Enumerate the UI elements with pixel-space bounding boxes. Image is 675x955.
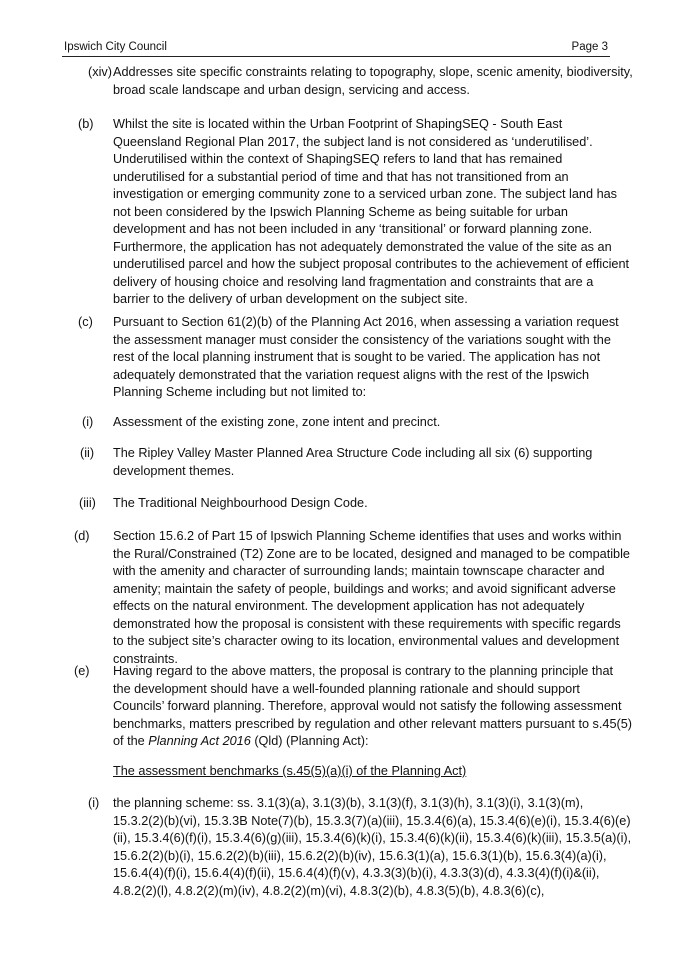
item-label: (i) bbox=[82, 415, 94, 429]
page-number: Page 3 bbox=[571, 41, 608, 53]
item-label: (c) bbox=[78, 315, 93, 329]
item-label: (d) bbox=[74, 529, 90, 543]
item-label: (i) bbox=[88, 796, 100, 810]
item-text: Pursuant to Section 61(2)(b) of the Planning Act 2016, when assessing a variation request the assessment manager must consider the consistency of the variations sought with the rest of the local planning instrument that is sought to be varied. The application has not adequately demonstrated that the variation request aligns with the rest of the Ipswich Planning Scheme including but not limited to: bbox=[113, 315, 619, 399]
item-text: the planning scheme: ss. 3.1(3)(a), 3.1(3)(b), 3.1(3)(f), 3.1(3)(h), 3.1(3)(i), 3.1(3)(m), 15.3.2(2)(b)(vi), 15.3.3B Note(7)(b), 15.3.3(7)(a)(iii), 15.3.4(6)(a), 15.3.4(6)(e)(i), 15.3.4(6)(e)(ii), 15.3.4(6)(f)(i), 15.3.4(6)(g)(iii), 15.3.4(6)(k)(i), 15.3.4(6)(k)(ii), 15.3.4(6)(k)(iii), 15.3.5(a)(i), 15.6.2(2)(b)(i), 15.6.2(2)(b)(iii), 15.6.2(2)(b)(iv), 15.6.3(1)(a), 15.6.3(1)(b), 15.6.3(4)(a)(i), 15.6.4(4)(f)(i), 15.6.4(4)(f)(ii), 15.6.4(4)(f)(v), 4.3.3(3)(b)(i), 4.3.3(3)(d), 4.3.3(4)(f)(i)&(ii), 4.8.2(2)(l), 4.8.2(2)(m)(iv), 4.8.2(2)(m)(vi), 4.8.3(2)(b), 4.8.3(5)(b), 4.8.3(6)(c), bbox=[113, 796, 632, 898]
item-label: (b) bbox=[78, 117, 94, 131]
item-text: The Ripley Valley Master Planned Area Structure Code including all six (6) supporting development themes. bbox=[113, 446, 593, 478]
assessment-benchmarks-heading: The assessment benchmarks (s.45(5)(a)(i) of the Planning Act) bbox=[113, 764, 467, 778]
item-text: Assessment of the existing zone, zone intent and precinct. bbox=[113, 415, 441, 429]
organisation-name: Ipswich City Council bbox=[64, 41, 167, 53]
item-text: Addresses site specific constraints relating to topography, slope, scenic amenity, biodiversity, broad scale landscape and urban design, servicing and access. bbox=[113, 65, 633, 97]
item-text-after: (Qld) (Planning Act): bbox=[250, 734, 369, 748]
item-label: (xiv) bbox=[88, 65, 112, 79]
item-label: (e) bbox=[74, 664, 90, 678]
item-text: Whilst the site is located within the Urban Footprint of ShapingSEQ - South East Queensland Regional Plan 2017, the subject land is not considered as ‘underutilised’. Underutilised within the context of ShapingSEQ refers to land that has remained underutilised for a substantial period of time and that has not transitioned from an investigation or emerging community zone to a serviced urban zone. The subject land has not been considered by the Ipswich Planning Scheme as being suitable for urban development and has not been included in any ‘transitional’ or forward planning zone. Furthermore, the application has not adequately demonstrated the value of the site as an underutilised parcel and how the subject proposal contributes to the achievement of efficient delivery of housing choice and resolving land fragmentation and constraints that are a barrier to the delivery of urban development on the subject site. bbox=[113, 117, 630, 306]
item-text: The Traditional Neighbourhood Design Code. bbox=[113, 496, 368, 510]
item-text-before: Having regard to the above matters, the proposal is contrary to the planning principle that the development should have a well-founded planning rationale and should support Councils’ forward planning. Therefore, approval would not satisfy the following assessment benchmarks, matters prescribed by regulation and other relevant matters pursuant to s.45(5) of the bbox=[113, 664, 633, 748]
item-label: (iii) bbox=[79, 496, 96, 510]
page-header bbox=[62, 40, 610, 57]
item-label: (ii) bbox=[80, 446, 95, 460]
act-name: Planning Act 2016 bbox=[148, 734, 251, 748]
item-text bbox=[113, 663, 633, 751]
item-text: Section 15.6.2 of Part 15 of Ipswich Planning Scheme identifies that uses and works within the Rural/Constrained (T2) Zone are to be located, designed and managed to be compatible with the amenity and character of surrounding lands; maintain townscape character and amenity; maintain the safety of people, buildings and works; and avoid significant adverse effects on the natural environment. The development application has not adequately demonstrated how the proposal is consistent with these requirements with specific regards to the subject site’s character owing to its location, environmental values and development constraints. bbox=[113, 529, 630, 666]
